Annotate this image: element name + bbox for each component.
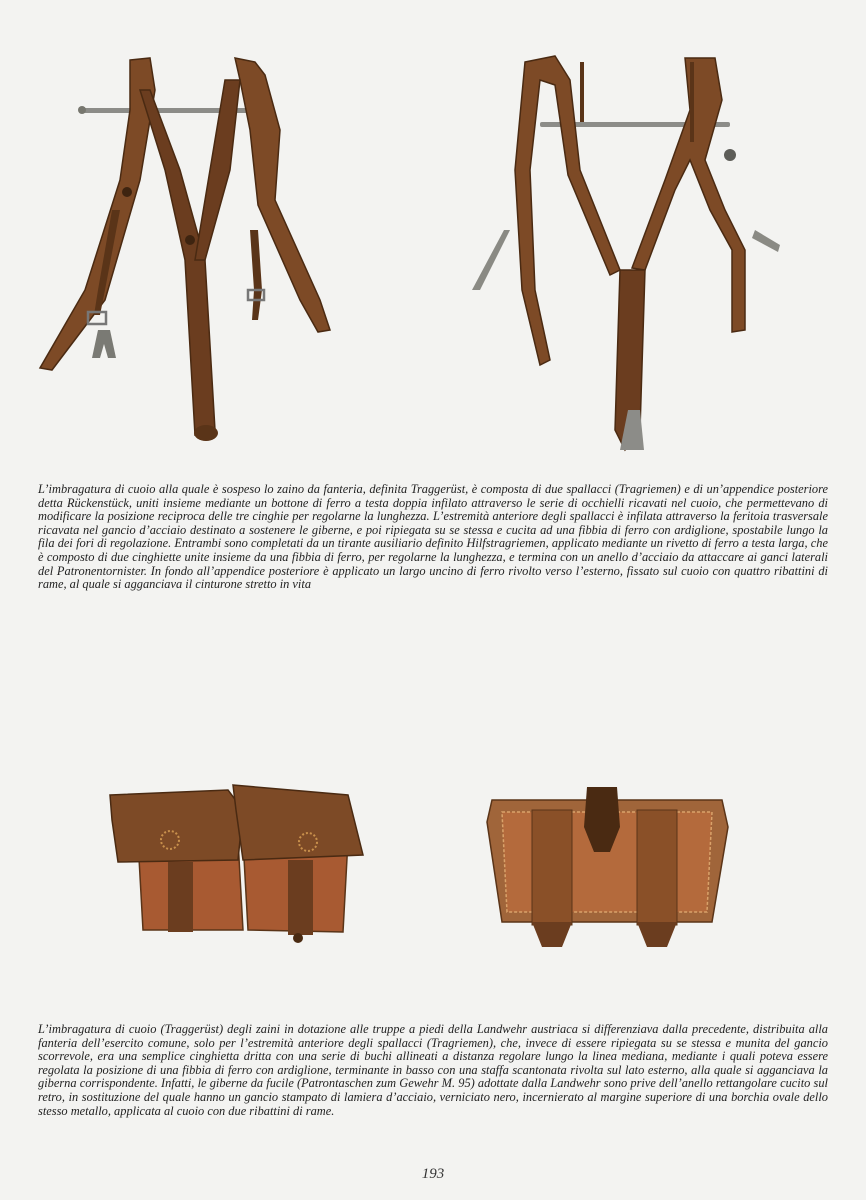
photo-cartridge-pouch-front [108,780,366,945]
photo-cartridge-pouch-back [482,782,732,952]
caption-harness: L’imbragatura di cuoio alla quale è sospeso lo zaino da fanteria, definita Traggerüst, è composta di due spallacci (Tragriemen) e di un’appendice posteriore detta Rückenstück, uniti insieme mediante un bottone di ferro a testa doppia infilato attraverso le serie di occhielli ricavati nel cuoio, che permettevano di modificare la posizione reciproca delle tre cinghie per regolarne la lunghezza. L’estremità anteriore degli spallacci è infilata attraverso la feritoia trasversale ricavata nel gancio d’acciaio destinato a sostenere le giberne, e poi ripiegata su se stessa e cucita ad una fibbia di ferro con ardiglione, spostabile lungo la fila dei fori di regolazione. Entrambi sono completati da un tirante ausiliario definito Hilfstragriemen, applicato mediante un rivetto di ferro a testa larga, che è composto di due cinghiette unite insieme da una fibbia di ferro, per regolarne la lunghezza, e termina con un anello d’acciaio da attaccare ai ganci laterali del Patronentornister. In fondo all’appendice posteriore è applicato un largo uncino di ferro rivolto verso l’esterno, fissato sul cuoio con quattro ribattini di rame, al quale si agganciava il cinturone stretto in vita [38,482,828,592]
page-number: 193 [421,1166,445,1182]
photo-harness-landwehr [460,50,800,455]
photo-harness-infantry [30,50,350,450]
caption-landwehr: L’imbragatura di cuoio (Traggerüst) degli zaini in dotazione alle truppe a piedi della Landwehr austriaca si differenziava dalla precedente, distribuita alla fanteria dell’esercito comune, solo per l’estremità anteriore degli spallacci (Tragriemen), che, invece di essere ripiegata su se stessa e munita del gancio scorrevole, era una semplice cinghietta dritta con una serie di buchi allineati a distanza regolare lungo la linea mediana, mediante i quali poteva essere regolata la posizione di una fibbia di ferro con ardiglione, terminante in basso con una staffa scantonata rivolta sul lato esterno, alla quale si agganciava la giberna corrispondente. Infatti, le giberne da fucile (Patrontaschen zum Gewehr M. 95) adottate dalla Landwehr sono prive dell’anello rettangolare cucito sul retro, in sostituzione del quale hanno un gancio stampato di lamiera d’acciaio, verniciato nero, incernierato al margine superiore di una borchia ovale dello stesso metallo, applicata al cuoio con due ribattini di rame. [38,1022,828,1118]
